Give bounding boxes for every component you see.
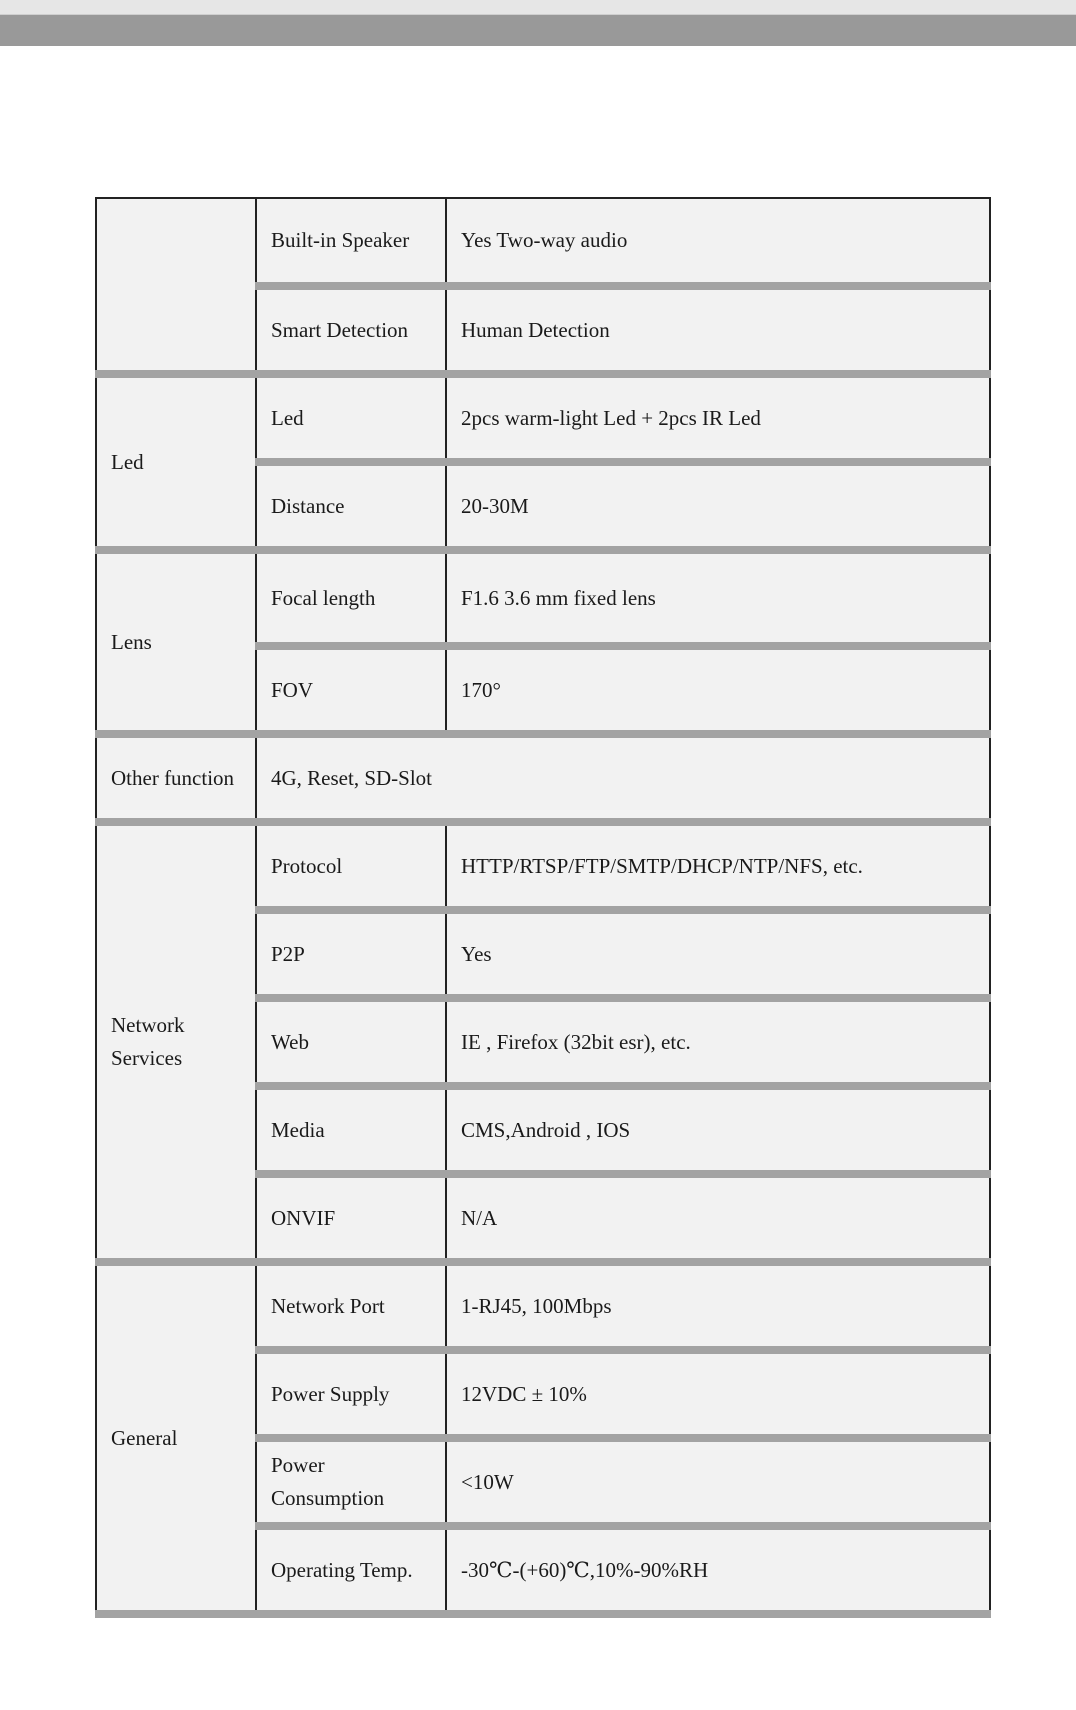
top-toolbar-strip — [0, 0, 1076, 15]
value-cell: N/A — [446, 1174, 990, 1262]
value-cell: Yes Two-way audio — [446, 198, 990, 286]
category-cell: General — [96, 1262, 256, 1614]
value-cell: IE , Firefox (32bit esr), etc. — [446, 998, 990, 1086]
spec-table — [95, 197, 991, 1618]
value-cell: Yes — [446, 910, 990, 998]
label-cell: FOV — [256, 646, 446, 734]
label-cell: Web — [256, 998, 446, 1086]
value-cell: -30℃-(+60)℃,10%-90%RH — [446, 1526, 990, 1614]
category-cell: Lens — [96, 550, 256, 734]
label-cell: Power Supply — [256, 1350, 446, 1438]
merged-value-cell: 4G, Reset, SD-Slot — [256, 734, 990, 822]
value-cell: 20-30M — [446, 462, 990, 550]
value-cell: <10W — [446, 1438, 990, 1526]
category-cell: Other function — [96, 734, 256, 822]
label-cell: Power Consumption — [256, 1438, 446, 1526]
value-cell: 1-RJ45, 100Mbps — [446, 1262, 990, 1350]
header-band — [0, 15, 1076, 46]
label-cell: Distance — [256, 462, 446, 550]
label-cell: Built-in Speaker — [256, 198, 446, 286]
label-cell: Operating Temp. — [256, 1526, 446, 1614]
value-cell: Human Detection — [446, 286, 990, 374]
table-row — [96, 734, 990, 822]
category-cell: Network Services — [96, 822, 256, 1262]
label-cell: Smart Detection — [256, 286, 446, 374]
table-row — [96, 550, 990, 646]
label-cell: Protocol — [256, 822, 446, 910]
label-cell: P2P — [256, 910, 446, 998]
label-cell: Focal length — [256, 550, 446, 646]
value-cell: 12VDC ± 10% — [446, 1350, 990, 1438]
label-cell: Media — [256, 1086, 446, 1174]
value-cell: 170° — [446, 646, 990, 734]
label-cell: Led — [256, 374, 446, 462]
table-row — [96, 1262, 990, 1350]
value-cell: 2pcs warm-light Led + 2pcs IR Led — [446, 374, 990, 462]
label-cell: Network Port — [256, 1262, 446, 1350]
label-cell: ONVIF — [256, 1174, 446, 1262]
table-row — [96, 198, 990, 286]
value-cell: F1.6 3.6 mm fixed lens — [446, 550, 990, 646]
category-cell — [96, 198, 256, 374]
table-row — [96, 822, 990, 910]
value-cell: CMS,Android , IOS — [446, 1086, 990, 1174]
category-cell: Led — [96, 374, 256, 550]
value-cell: HTTP/RTSP/FTP/SMTP/DHCP/NTP/NFS, etc. — [446, 822, 990, 910]
table-row — [96, 374, 990, 462]
